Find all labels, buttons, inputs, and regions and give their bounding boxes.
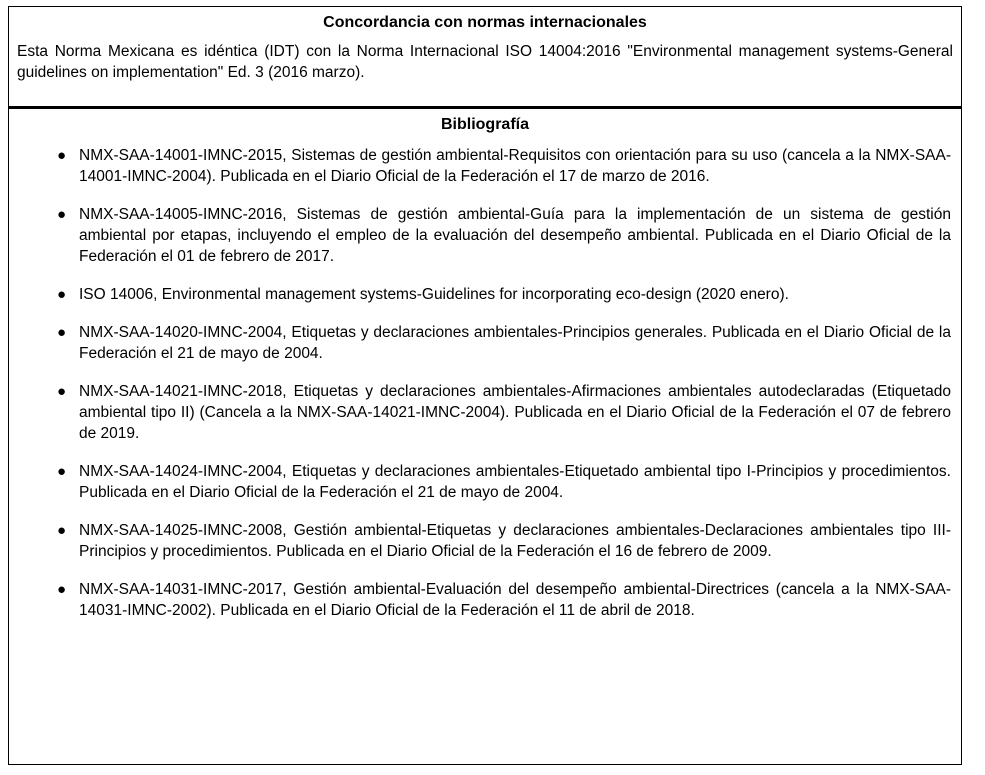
bibliografia-item-text: NMX-SAA-14020-IMNC-2004, Etiquetas y declaraciones ambientales-Principios generales. Publicada en el Diario Oficial de la Federación el 21 de mayo de 2004. (79, 324, 951, 362)
concordancia-section (9, 7, 961, 109)
bullet-icon: ● (57, 581, 67, 598)
bibliografia-item (17, 322, 953, 364)
bullet-icon: ● (57, 286, 67, 303)
document-frame (8, 6, 962, 765)
bibliografia-item-text: NMX-SAA-14025-IMNC-2008, Gestión ambiental-Etiquetas y declaraciones ambientales-Declaraciones ambientales tipo III-Principios y procedimientos. Publicada en el Diario Oficial de la Federación el 16 de febrero de 2009. (79, 522, 951, 560)
bibliografia-item (17, 284, 953, 305)
bibliografia-item (17, 461, 953, 503)
bibliografia-item-text: NMX-SAA-14005-IMNC-2016, Sistemas de gestión ambiental-Guía para la implementación de un sistema de gestión ambiental por etapas, incluyendo el empleo de la evaluación del desempeño ambiental. Publicada en el Diario Oficial de la Federación el 01 de febrero de 2017. (79, 206, 951, 265)
bibliografia-item (17, 204, 953, 267)
bullet-icon: ● (57, 383, 67, 400)
bullet-icon: ● (57, 147, 67, 164)
bullet-icon: ● (57, 206, 67, 223)
bibliografia-item-text: ISO 14006, Environmental management systems-Guidelines for incorporating eco-design (2020 enero). (79, 286, 789, 303)
bibliografia-item (17, 579, 953, 621)
bullet-icon: ● (57, 463, 67, 480)
bibliografia-item (17, 381, 953, 444)
bibliografia-item-text: NMX-SAA-14024-IMNC-2004, Etiquetas y declaraciones ambientales-Etiquetado ambiental tipo I-Principios y procedimientos. Publicada en el Diario Oficial de la Federación el 21 de mayo de 2004. (79, 463, 951, 501)
bibliografia-item (17, 520, 953, 562)
bibliografia-title: Bibliografía (440, 116, 529, 133)
concordancia-text: Esta Norma Mexicana es idéntica (IDT) con la Norma Internacional ISO 14004:2016 "Environmental management systems-General guidelines on implementation" Ed. 3 (2016 marzo). (17, 43, 953, 81)
bullet-icon: ● (57, 324, 67, 341)
bibliografia-item (17, 145, 953, 187)
bibliografia-item-text: NMX-SAA-14031-IMNC-2017, Gestión ambiental-Evaluación del desempeño ambiental-Directrices (cancela a la NMX-SAA-14031-IMNC-2002). Publicada en el Diario Oficial de la Federación el 11 de abril de 2018. (79, 581, 951, 619)
bibliografia-section (9, 109, 961, 621)
bibliografia-item-text: NMX-SAA-14001-IMNC-2015, Sistemas de gestión ambiental-Requisitos con orientación para su uso (cancela a la NMX-SAA-14001-IMNC-2004). Publicada en el Diario Oficial de la Federación el 17 de marzo de 2016. (79, 147, 951, 185)
bibliografia-item-text: NMX-SAA-14021-IMNC-2018, Etiquetas y declaraciones ambientales-Afirmaciones ambientales autodeclaradas (Etiquetado ambiental tipo II) (Cancela a la NMX-SAA-14021-IMNC-2004). Publicada en el Diario Oficial de la Federación el 07 de febrero de 2019. (79, 383, 951, 442)
bibliografia-list (17, 145, 953, 621)
bullet-icon: ● (57, 522, 67, 539)
concordancia-title: Concordancia con normas internacionales (323, 14, 647, 31)
